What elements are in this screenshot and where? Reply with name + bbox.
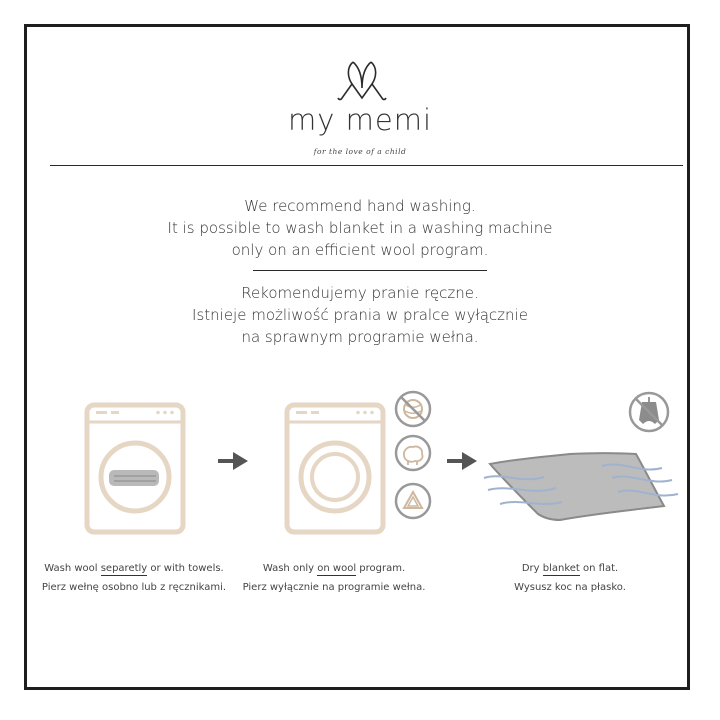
no-hanging-icon <box>627 390 671 434</box>
step-3-caption <box>460 559 680 597</box>
washing-machine-wool-program-icon <box>284 402 386 535</box>
wool-symbol-icon <box>394 482 432 520</box>
arrow-right-icon <box>217 450 249 472</box>
arrow-right-icon <box>446 450 478 472</box>
intro-en-line: We recommend hand washing. <box>244 197 476 215</box>
step-2-caption <box>214 559 454 597</box>
intro-en-line: only on an efficient wool program. <box>231 241 489 259</box>
intro-en-line: It is possible to wash blanket in a washing machine <box>167 219 553 237</box>
intro-pl-line: na sprawnym programie wełna. <box>241 328 479 346</box>
divider-top <box>50 165 683 166</box>
caption-pl: Wysusz koc na płasko. <box>514 582 626 593</box>
caption-en: Wash only on wool program. <box>262 563 406 574</box>
caption-pl: Pierz wełnę osobno lub z ręcznikami. <box>41 582 227 593</box>
brand-name: my memi <box>287 103 433 137</box>
flat-drying-blanket-icon <box>482 450 680 522</box>
brand-tagline: for the love of a child <box>313 147 407 156</box>
no-wool-yarn-icon <box>394 390 432 428</box>
sheep-icon <box>394 434 432 472</box>
washing-machine-with-towels-icon <box>84 402 186 535</box>
caption-en: Dry blanket on flat. <box>521 563 619 574</box>
caption-pl: Pierz wyłącznie na programie wełna. <box>242 582 426 593</box>
intro-pl-line: Rekomendujemy pranie ręczne. <box>241 284 479 302</box>
intro-pl <box>0 282 720 348</box>
intro-en <box>0 195 720 261</box>
logo-icon <box>336 60 388 102</box>
caption-en: Wash wool separetly or with towels. <box>44 563 224 574</box>
divider-middle <box>253 270 487 271</box>
intro-pl-line: Istnieje możliwość prania w pralce wyłącznie <box>192 306 528 324</box>
